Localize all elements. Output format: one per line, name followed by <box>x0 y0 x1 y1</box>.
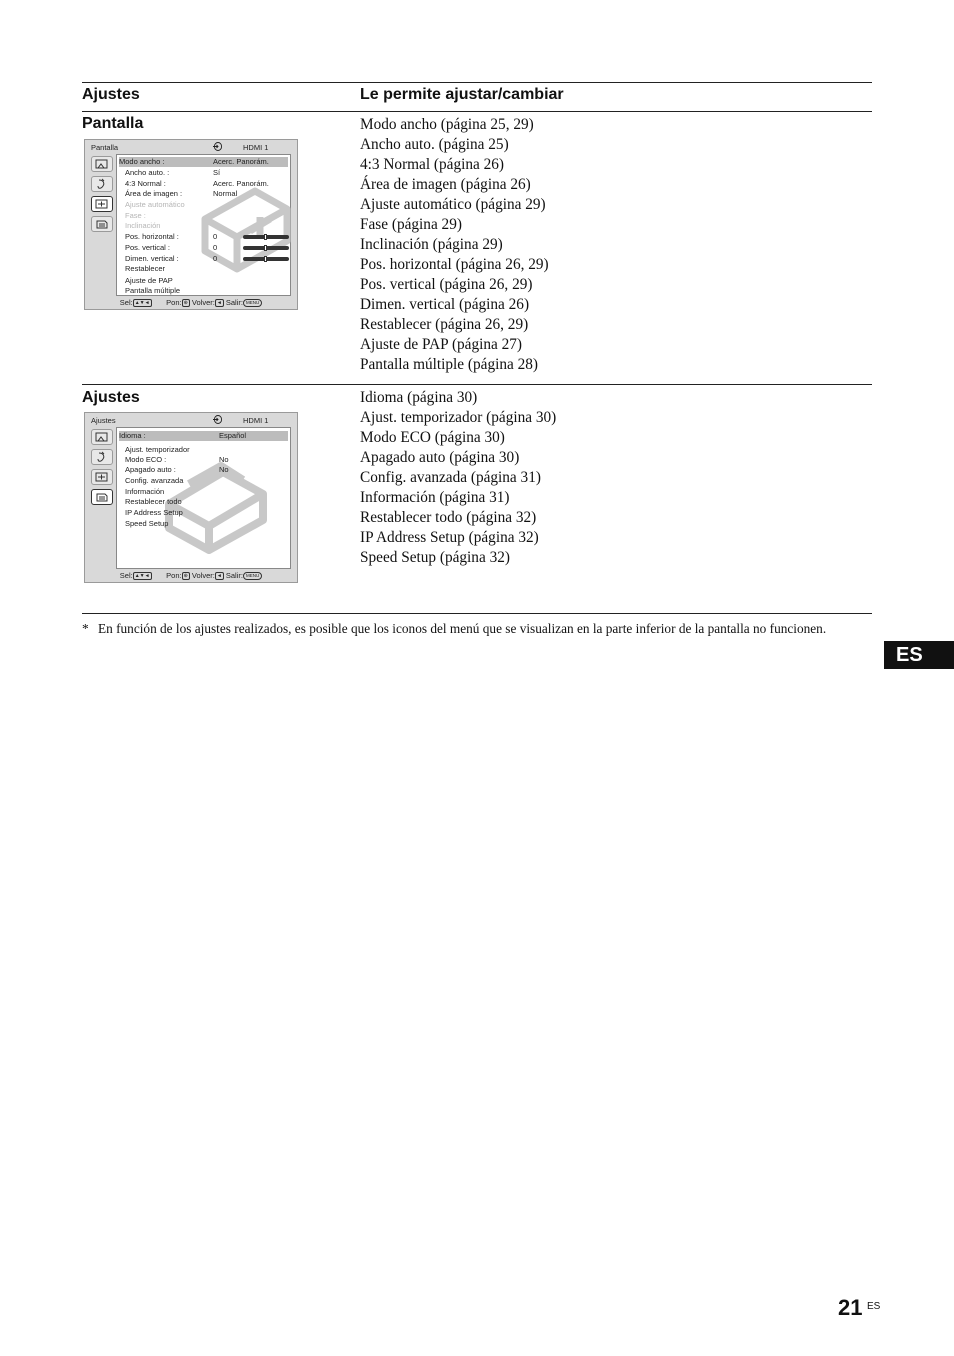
list-item: IP Address Setup (página 32) <box>360 529 539 546</box>
list-item: Apagado auto (página 30) <box>360 449 520 466</box>
list-item: Dimen. vertical (página 26) <box>360 296 530 313</box>
list-item: Ajuste automático (página 29) <box>360 196 546 213</box>
osd-screenshot-ajustes <box>84 412 298 583</box>
osd-footer: Sel: ▲▼◄ Pon: ⊕ Volver: ◄ Salir: MENU <box>85 571 297 581</box>
osd-row: Apagado auto : No <box>125 465 229 474</box>
osd-footer: Sel: ▲▼◄ Pon: ⊕ Volver: ◄ Salir: MENU <box>85 298 297 308</box>
list-item: Speed Setup (página 32) <box>360 549 510 566</box>
bottom-rule <box>82 613 872 614</box>
osd-input-source: HDMI 1 <box>243 416 269 425</box>
osd-row: Fase : <box>125 211 146 220</box>
header-rule <box>82 111 872 112</box>
osd-input-source: HDMI 1 <box>243 143 269 152</box>
ajustes-item-list <box>360 388 556 568</box>
list-item: Ajuste de PAP (página 27) <box>360 336 523 353</box>
header-col-settings: Ajustes <box>82 86 140 103</box>
osd-row: Idioma : Español <box>119 431 288 441</box>
input-icon <box>213 142 223 151</box>
osd-row: Inclinación <box>125 221 161 230</box>
list-item: Restablecer (página 26, 29) <box>360 316 529 333</box>
list-item: Información (página 31) <box>360 489 510 506</box>
osd-row: Información <box>125 487 165 496</box>
osd-row: Speed Setup <box>125 519 169 528</box>
osd-row: Ajuste automático <box>125 200 185 209</box>
page-language: ES <box>867 1301 881 1312</box>
osd-menu-name: Ajustes <box>91 416 116 425</box>
footnote <box>82 620 872 638</box>
sound-menu-icon <box>91 449 113 465</box>
top-rule <box>82 82 872 83</box>
section-rule <box>82 384 872 385</box>
setup-menu-icon <box>91 489 113 505</box>
osd-screenshot-pantalla <box>84 139 298 310</box>
footnote-text: En función de los ajustes realizados, es posible que los iconos del menú que se visualizan en la parte inferior de la pantalla no funcionen. <box>98 621 827 636</box>
input-icon <box>213 415 223 424</box>
footnote-marker: * <box>82 621 89 636</box>
list-item: Idioma (página 30) <box>360 389 478 406</box>
osd-row: Pantalla múltiple <box>125 286 181 295</box>
list-item: Config. avanzada (página 31) <box>360 469 541 486</box>
screen-menu-icon <box>91 469 113 485</box>
slider-bar <box>243 246 289 250</box>
osd-row: Modo ancho : Acerc. Panorám. <box>119 157 288 167</box>
list-item: Área de imagen (página 26) <box>360 176 531 193</box>
osd-row: Área de imagen : Normal <box>125 189 238 198</box>
language-tab: ES <box>884 641 954 669</box>
list-item: Modo ancho (página 25, 29) <box>360 116 534 133</box>
osd-row: Pos. vertical : 0 <box>125 243 288 253</box>
osd-row: Dimen. vertical : 0 <box>125 254 288 264</box>
section-title-pantalla: Pantalla <box>82 115 144 132</box>
sound-menu-icon <box>91 176 113 192</box>
picture-menu-icon <box>91 156 113 172</box>
setup-menu-icon <box>91 216 113 232</box>
osd-row: Ancho auto. : Sí <box>125 168 221 177</box>
slider-bar <box>243 257 289 261</box>
osd-row: Ajust. temporizador <box>125 445 190 454</box>
list-item: Pantalla múltiple (página 28) <box>360 356 538 373</box>
screen-menu-icon <box>91 196 113 212</box>
section-title-ajustes: Ajustes <box>82 389 140 406</box>
header-col-description: Le permite ajustar/cambiar <box>360 86 564 103</box>
pantalla-item-list <box>360 115 549 375</box>
list-item: 4:3 Normal (página 26) <box>360 156 505 173</box>
list-item: Pos. horizontal (página 26, 29) <box>360 256 549 273</box>
list-item: Restablecer todo (página 32) <box>360 509 537 526</box>
page-number: 21 <box>838 1295 863 1320</box>
osd-row: Modo ECO : No <box>125 455 229 464</box>
picture-menu-icon <box>91 429 113 445</box>
osd-row: Pos. horizontal : 0 <box>125 232 288 242</box>
list-item: Modo ECO (página 30) <box>360 429 505 446</box>
list-item: Inclinación (página 29) <box>360 236 503 253</box>
osd-menu-name: Pantalla <box>91 143 119 152</box>
slider-bar <box>243 235 289 239</box>
list-item: Fase (página 29) <box>360 216 462 233</box>
osd-row: IP Address Setup <box>125 508 183 517</box>
osd-row: Restablecer <box>125 264 166 273</box>
osd-row: 4:3 Normal : Acerc. Panorám. <box>125 179 269 188</box>
list-item: Ajust. temporizador (página 30) <box>360 409 557 426</box>
osd-row: Ajuste de PAP <box>125 276 173 285</box>
list-item: Ancho auto. (página 25) <box>360 136 509 153</box>
list-item: Pos. vertical (página 26, 29) <box>360 276 533 293</box>
osd-row: Config. avanzada <box>125 476 184 485</box>
osd-row: Restablecer todo <box>125 497 182 506</box>
